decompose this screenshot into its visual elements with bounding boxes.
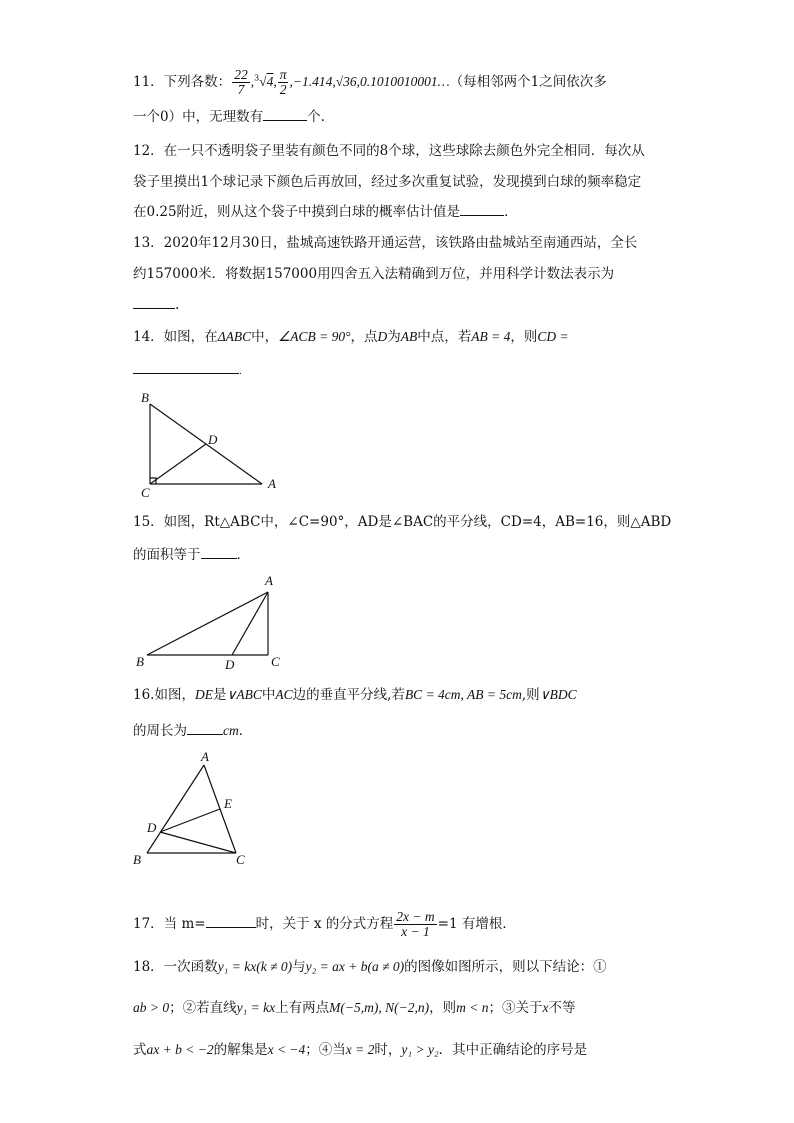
q17-fraction: $\frac{2x - m}{x - 1}$ bbox=[396, 909, 435, 939]
q15-line1: 15．如图，Rt△ABC中，∠C=90°，AD是∠BAC的平分线，CD=4，AB=16，则△ABD bbox=[133, 514, 672, 530]
q13-line1: 13．2020年12月30日，盐城高速铁路开通运营，该铁路由盐城站至南通西站，全长 bbox=[133, 235, 638, 251]
q15-label-b: B bbox=[136, 654, 144, 669]
q16-label-b: B bbox=[133, 852, 141, 867]
q16-label-d: D bbox=[147, 820, 157, 835]
q17-line: 17．当 m= 时，关于 x 的分式方程 $\frac{2x - m}{x - 1}$ =1 有增根． bbox=[133, 909, 516, 939]
q16-label-c: C bbox=[236, 852, 245, 867]
q15-label-d: D bbox=[225, 657, 235, 672]
q16-segment-dc bbox=[160, 832, 236, 853]
q16-label-e: E bbox=[224, 796, 232, 811]
root-index: 3 bbox=[254, 73, 260, 83]
fraction-22-7: $\frac{22}{7}$ bbox=[234, 67, 248, 97]
q18-line3: 式ax + b < −2的解集是x < −4；④当x = 2时，y₁ > y₂．其中正确结论的序号是 bbox=[133, 1042, 588, 1058]
q16-label-a: A bbox=[201, 749, 209, 764]
cube-root: √4 bbox=[259, 74, 274, 89]
q12-line2: 袋子里摸出1个球记录下颜色后再放回，经过多次重复试验，发现摸到白球的频率稳定 bbox=[133, 174, 642, 190]
q13-line3: . bbox=[133, 295, 179, 315]
q12-line1: 12．在一只不透明袋子里装有颜色不同的8个球，这些球除去颜色外完全相同．每次从 bbox=[133, 143, 645, 159]
q14-label-b: B bbox=[141, 390, 149, 405]
q12-line3: 在0.25附近，则从这个袋子中摸到白球的概率估计值是 ． bbox=[133, 204, 518, 220]
q13-line2: 约157000米．将数据157000用四舍五入法精确到万位，并用科学计数法表示为 bbox=[133, 266, 615, 282]
answer-blank-17[interactable] bbox=[206, 915, 256, 928]
q11-line1: 11．下列各数： $\frac{22}{7}$ ,$^3$√4, $\frac{\pi}{2}$ ,−1.414,√36,0.1010010001…（每相邻两个1之间依次多 bbox=[133, 67, 607, 97]
q14-line2: . bbox=[133, 360, 242, 382]
q16-segment-de bbox=[160, 809, 220, 832]
q15-label-c: C bbox=[271, 654, 280, 669]
fraction-pi-2: $\frac{\pi}{2}$ bbox=[279, 67, 287, 97]
q14-label-c: C bbox=[141, 485, 150, 500]
q15-line2: 的面积等于 ． bbox=[133, 547, 250, 563]
q14-line1: 14．如图，在ΔABC中，∠ACB = 90°，点D为AB中点，若AB = 4，则CD = bbox=[133, 329, 569, 345]
q16-line2: 的周长为 cm． bbox=[133, 723, 253, 739]
q16-side-ab bbox=[147, 765, 204, 853]
q15-label-a: A bbox=[265, 573, 273, 588]
q18-line1: 18．一次函数y₁ = kx(k ≠ 0)与y₂ = ax + b(a ≠ 0)的图像如图所示，则以下结论：① bbox=[133, 959, 607, 975]
q14-label-a: A bbox=[268, 476, 276, 491]
q14-label-d: D bbox=[208, 432, 218, 447]
q11-line2: 一个0）中，无理数有 个. bbox=[133, 109, 325, 125]
q16-line1: 16.如图，DE是∨ABC中AC边的垂直平分线,若BC = 4cm, AB = 5cm,则∨BDC bbox=[133, 687, 577, 703]
q18-line2: ab > 0；②若直线y₁ = kx上有两点M(−5,m), N(−2,n)，则m < n；③关于x不等 bbox=[133, 1000, 576, 1016]
